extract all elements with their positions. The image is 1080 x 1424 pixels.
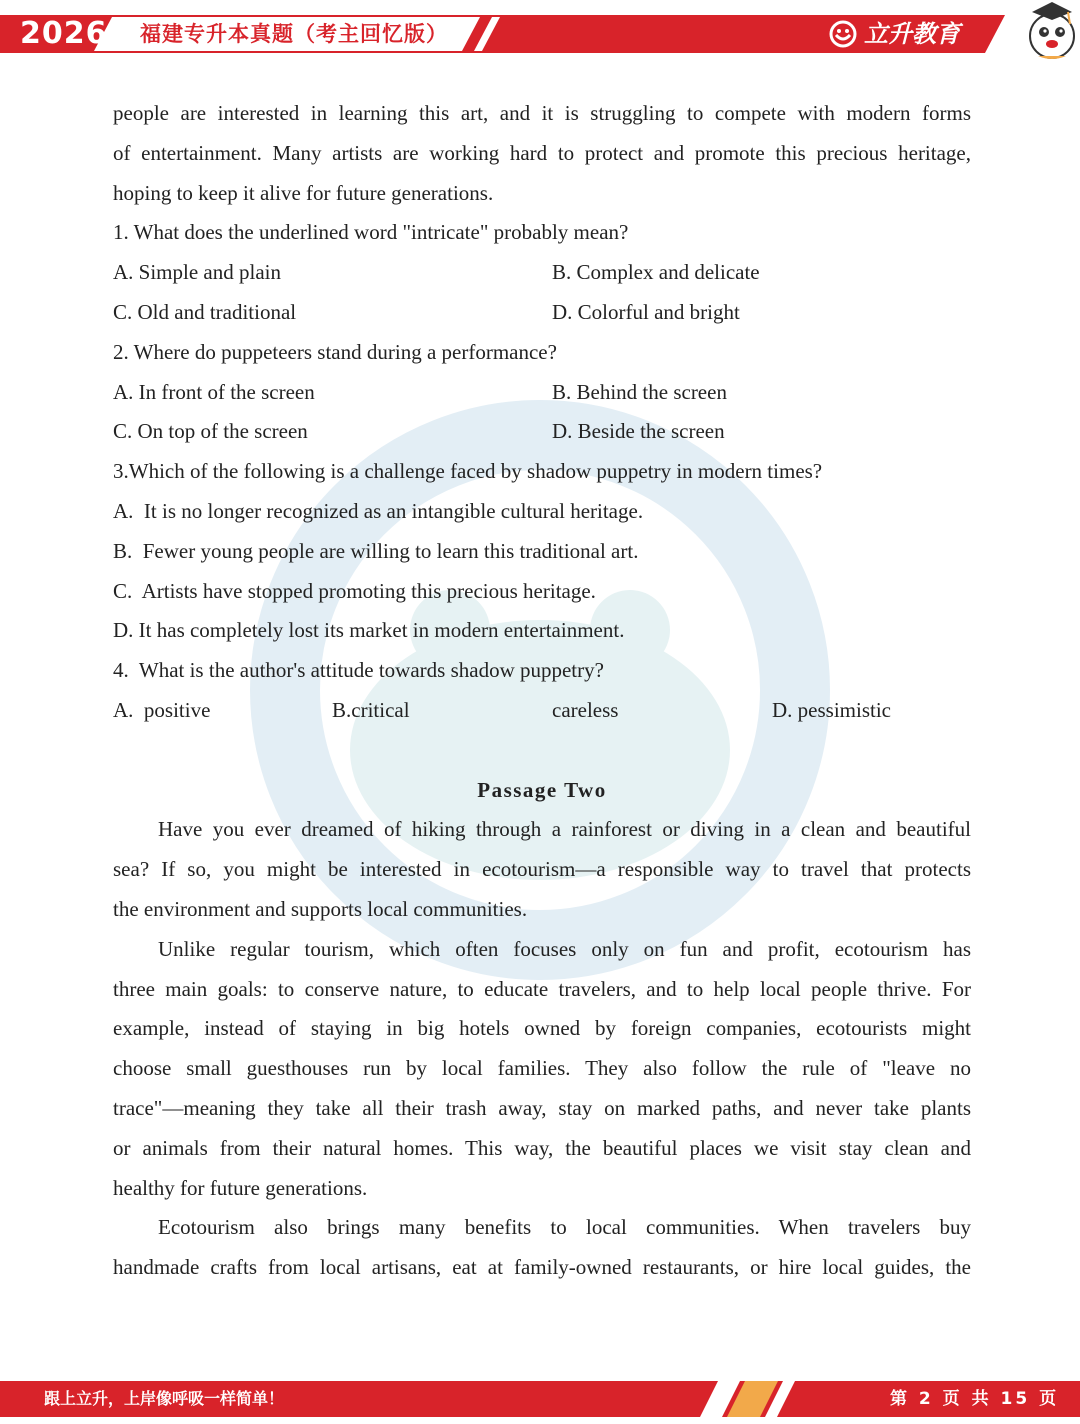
page-content: [113, 94, 971, 1288]
passage-one-line: hoping to keep it alive for future generations.: [113, 180, 494, 205]
mascot-icon: [1022, 0, 1080, 62]
q1-option-b: B. Complex and delicate: [552, 260, 760, 285]
question-4-options-row: [113, 691, 971, 731]
q4-option-b: B.critical: [332, 697, 410, 722]
q2-option-d: D. Beside the screen: [552, 419, 725, 444]
q3-option-d: D. It has completely lost its market in modern entertainment.: [113, 618, 625, 643]
question-2-options-row-2: [113, 412, 971, 452]
passage-one-line: of entertainment. Many artists are working hard to protect and promote this precious heritage,: [113, 140, 971, 165]
question-4-stem: 4. What is the author's attitude towards shadow puppetry?: [113, 658, 604, 683]
page-number: 第 2 页 共 15 页: [890, 1389, 1060, 1409]
q2-option-c: C. On top of the screen: [113, 419, 308, 444]
passage-two-line: Have you ever dreamed of hiking through a rainforest or diving in a clean and beautiful: [158, 817, 971, 842]
passage-two-line: Unlike regular tourism, which often focuses only on fun and profit, ecotourism has: [158, 936, 971, 961]
q3-option-c: C. Artists have stopped promoting this precious heritage.: [113, 578, 596, 603]
passage-two-line: three main goals: to conserve nature, to educate travelers, and to help local people thrive. For: [113, 976, 971, 1001]
passage-two-line: handmade crafts from local artisans, eat at family-owned restaurants, or hire local guides, the: [113, 1255, 971, 1280]
q1-option-c: C. Old and traditional: [113, 299, 297, 324]
question-1-options-row-2: [113, 293, 971, 333]
q1-option-d: D. Colorful and bright: [552, 299, 740, 324]
q4-option-a: A. positive: [113, 697, 211, 722]
q4-option-c: careless: [552, 697, 619, 722]
q2-option-a: A. In front of the screen: [113, 379, 315, 404]
question-2-stem: 2. Where do puppeteers stand during a performance?: [113, 339, 557, 364]
brand-logo-icon: [828, 19, 858, 49]
passage-two-line: healthy for future generations.: [113, 1175, 368, 1200]
question-1-options-row-1: [113, 253, 971, 293]
exam-year: 2026: [20, 16, 108, 51]
passage-two-line: example, instead of staying in big hotels owned by foreign companies, ecotourists might: [113, 1016, 971, 1041]
question-3-stem: 3.Which of the following is a challenge faced by shadow puppetry in modern times?: [113, 459, 823, 484]
question-2-options-row-1: [113, 373, 971, 413]
passage-two-line: or animals from their natural homes. This way, the beautiful places we visit stay clean and: [113, 1135, 971, 1160]
q4-option-d: D. pessimistic: [772, 697, 891, 722]
passage-two-title: Passage Two: [477, 777, 607, 802]
page-header: [0, 0, 1080, 60]
brand-name: 立升教育: [864, 20, 960, 48]
exam-title: 福建专升本真题（考主回忆版）: [140, 22, 448, 46]
passage-one-line: people are interested in learning this art, and it is struggling to compete with modern forms: [113, 101, 971, 125]
footer-slogan: 跟上立升，上岸像呼吸一样简单！: [44, 1389, 285, 1408]
brand: [828, 16, 960, 52]
q3-option-b: B. Fewer young people are willing to learn this traditional art.: [113, 538, 639, 563]
passage-two-line: Ecotourism also brings many benefits to local communities. When travelers buy: [158, 1215, 971, 1240]
passage-two-line: choose small guesthouses run by local families. They also follow the rule of "leave no: [113, 1056, 971, 1081]
passage-two-line: trace"—meaning they take all their trash away, stay on marked paths, and never take plants: [113, 1095, 971, 1120]
q1-option-a: A. Simple and plain: [113, 260, 281, 285]
question-1-stem: 1. What does the underlined word "intricate" probably mean?: [113, 220, 629, 245]
passage-two-line: sea? If so, you might be interested in ecotourism—a responsible way to travel that protects: [113, 857, 971, 882]
q3-option-a: A. It is no longer recognized as an intangible cultural heritage.: [113, 498, 644, 523]
passage-two-line: the environment and supports local communities.: [113, 896, 528, 921]
q2-option-b: B. Behind the screen: [552, 379, 727, 404]
